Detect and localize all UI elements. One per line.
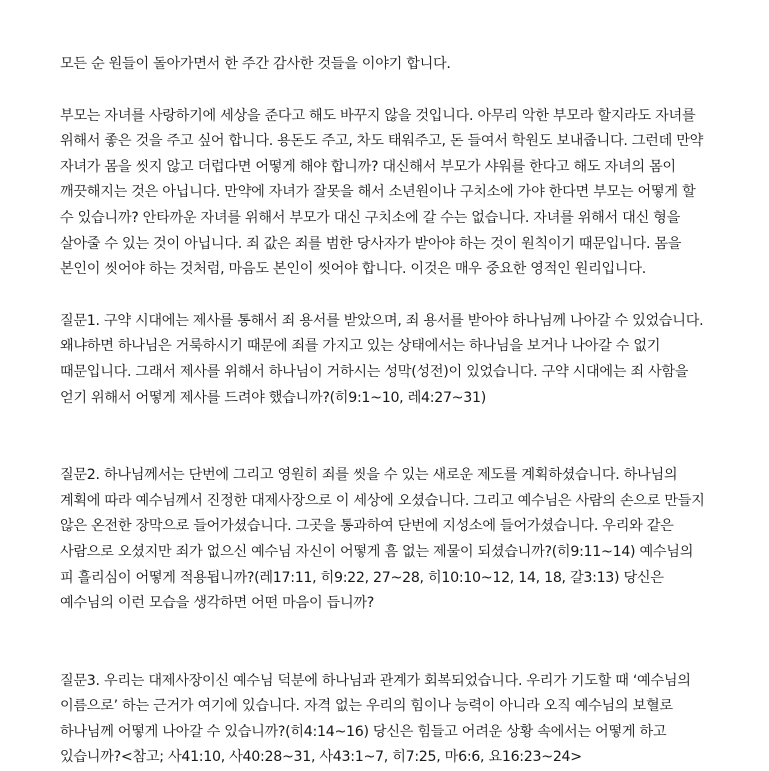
question-2-paragraph: 질문2. 하나님께서는 단번에 그리고 영원히 죄를 씻을 수 있는 새로운 제도를 계획하셨습니다. 하나님의 계획에 따라 예수님께서 진정한 대제사장으로 이 세상에 오셨습니다. 그리고 예수님은 사람의 손으로 만들지 않은 온전한 장막으로 들어가셨습니다. 그곳을 통과하여 단번에 지성소에 들어가셨습니다. 우리와 같은 사람으로 오셨지만 죄가 없으신 예수님 자신이 어떻게 흠 없는 제물이 되셨습니까?(히9:11~14) 예수님의 피 흘리심이 어떻게 적용됩니까?(레17:11, 히9:22, 27~28, 히10:10~12, 14, 18, 갈3:13) 당신은 예수님의 이런 모습을 생각하면 어떤 마음이 듭니까? [60,467,705,612]
question-3-paragraph: 질문3. 우리는 대제사장이신 예수님 덕분에 하나님과 관계가 회복되었습니다. 우리가 기도할 때 ‘예수님의 이름으로’ 하는 근거가 여기에 있습니다. 자격 없는 우리의 힘이나 능력이 아니라 오직 예수님의 보혈로 하나님께 어떻게 나아갈 수 있습니까?(히4:14~16) 당신은 힘들고 어려운 상황 속에서는 어떻게 하고 있습니까?<참고; 사41:10, 사40:28~31, 사43:1~7, 히7:25, 마6:6, 요16:23~24> [60,672,691,766]
document-body [60,52,710,771]
body-paragraph: 부모는 자녀를 사랑하기에 세상을 준다고 해도 바꾸지 않을 것입니다. 아무리 악한 부모라 할지라도 자녀를 위해서 좋은 것을 주고 싶어 합니다. 용돈도 주고, 차도 태워주고, 돈 들여서 학원도 보내줍니다. 그런데 만약 자녀가 몸을 씻지 않고 더럽다면 어떻게 해야 합니까? 대신해서 부모가 샤워를 한다고 해도 자녀의 몸이 깨끗해지는 것은 아닙니다. 만약에 자녀가 잘못을 해서 소년원이나 구치소에 가야 한다면 부모는 어떻게 할 수 있습니까? 안타까운 자녀를 위해서 부모가 대신 구치소에 갈 수는 없습니다. 자녀를 위해서 대신 형을 살아줄 수 있는 것이 아닙니다. 죄 값은 죄를 범한 당사자가 받아야 하는 것이 원칙이기 때문입니다. 몸을 본인이 씻어야 하는 것처럼, 마음도 본인이 씻어야 합니다. 이것은 매우 중요한 영적인 원리입니다. [60,107,704,278]
intro-paragraph: 모든 순 원들이 돌아가면서 한 주간 감사한 것들을 이야기 합니다. [60,56,451,72]
question-1-paragraph: 질문1. 구약 시대에는 제사를 통해서 죄 용서를 받았으며, 죄 용서를 받아야 하나님께 나아갈 수 있었습니다. 왜냐하면 하나님은 거룩하시기 때문에 죄를 가지고 있는 상태에서는 하나님을 보거나 나아갈 수 없기 때문입니다. 그래서 제사를 위해서 하나님이 거하시는 성막(성전)이 있었습니다. 구약 시대에는 죄 사함을 얻기 위해서 어떻게 제사를 드려야 했습니까?(히9:1~10, 레4:27~31) [60,312,704,406]
